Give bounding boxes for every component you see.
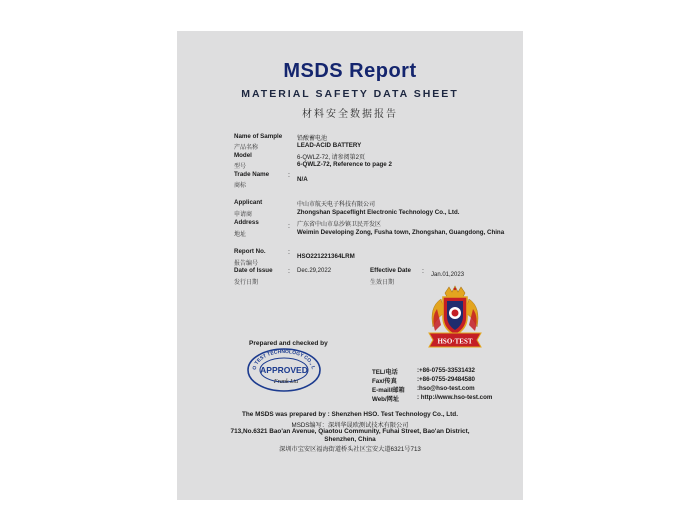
report-number-value: HSO221221364LRM (297, 253, 355, 260)
sample-label-cn: 产品名称 (234, 145, 259, 151)
model-value: 6-QWLZ-72, Reference to page 2 (297, 161, 392, 168)
colon-separator: : (288, 223, 290, 230)
issue-date-label-cn: 发行日期 (234, 280, 259, 286)
msds-report-sheet (177, 31, 523, 500)
footer-prepared-by-cn: MSDS编写：深圳华晟欧测试技术有限公司 (291, 422, 409, 429)
sample-label: Name of Sample (234, 133, 283, 140)
trade-name-value: N/A (297, 176, 308, 183)
report-number-label-cn: 报告编号 (234, 261, 259, 267)
model-label-cn: 型号 (234, 164, 247, 170)
effective-date-value: Jan.01,2023 (431, 272, 465, 278)
hso-test-logo (423, 285, 487, 354)
applicant-label-cn: 申请商 (234, 212, 253, 218)
stamp-approved-text: APPROVED (260, 365, 308, 375)
web-label: Web/网址 (372, 396, 400, 403)
email-value: :hso@hso-test.com (417, 385, 475, 392)
applicant-value-cn: 中山市航天电子科技有限公司 (297, 202, 376, 208)
footer-address-line1: 713,No.6321 Bao'an Avenue, Qiaotou Community, Fuhai Street, Bao'an District, (230, 428, 470, 435)
report-number-label: Report No. (234, 248, 266, 255)
model-value-cn: 6-QWLZ-72, 请参阅第2页 (297, 155, 366, 161)
tel-value: :+86-0755-33531432 (417, 367, 475, 374)
address-label-cn: 地址 (234, 232, 247, 238)
issue-date-label: Date of Issue (234, 267, 273, 274)
stamp-ring-text: O TEST TECHNOLOGY CO., L (251, 348, 316, 371)
report-title: MSDS Report (283, 60, 417, 82)
footer-address-cn: 深圳市宝安区福海街道桥头社区宝安大道6321号713 (279, 446, 421, 453)
tel-label: TEL/电话 (372, 369, 398, 376)
model-label: Model (234, 152, 252, 159)
colon-separator: : (288, 249, 290, 256)
footer-prepared-by: The MSDS was prepared by : Shenzhen HSO. Test Technology Co., Ltd. (241, 411, 458, 418)
stamp-signer-text: Frank Liu (273, 379, 299, 385)
fax-value: :+86-0755-29484580 (417, 376, 475, 383)
effective-date-label-cn: 生效日期 (370, 280, 395, 286)
address-label: Address (234, 219, 259, 226)
colon-separator: : (288, 172, 290, 179)
fax-label: Fax/传真 (372, 378, 397, 385)
report-subtitle: MATERIAL SAFETY DATA SHEET (241, 88, 459, 100)
trade-name-label-cn: 商标 (234, 183, 247, 189)
effective-date-label: Effective Date (370, 267, 411, 274)
issue-date-value: Dec.29,2022 (297, 268, 332, 274)
logo-banner-text: HSO·TEST (437, 337, 473, 346)
colon-separator: : (422, 268, 424, 275)
prepared-checked-label: Prepared and checked by (249, 340, 328, 347)
address-value: Weimin Developing Zong, Fusha town, Zhongshan, Guangdong, China (297, 229, 505, 236)
applicant-value: Zhongshan Spaceflight Electronic Technology Co., Ltd. (297, 209, 460, 216)
applicant-label: Applicant (234, 199, 263, 206)
sample-value: LEAD-ACID BATTERY (297, 142, 362, 149)
footer-address-line2: Shenzhen, China (324, 436, 376, 443)
approved-stamp (246, 347, 322, 398)
sample-value-cn: 铅酸蓄电池 (297, 136, 328, 142)
web-value: : http://www.hso-test.com (417, 394, 493, 401)
trade-name-label: Trade Name (234, 171, 270, 178)
report-subtitle-cn: 材料安全数据报告 (302, 109, 398, 120)
address-value-cn: 广东省中山市阜沙镇卫民开发区 (297, 222, 382, 228)
email-label: E-mail/邮箱 (372, 387, 405, 394)
colon-separator: : (288, 268, 290, 275)
